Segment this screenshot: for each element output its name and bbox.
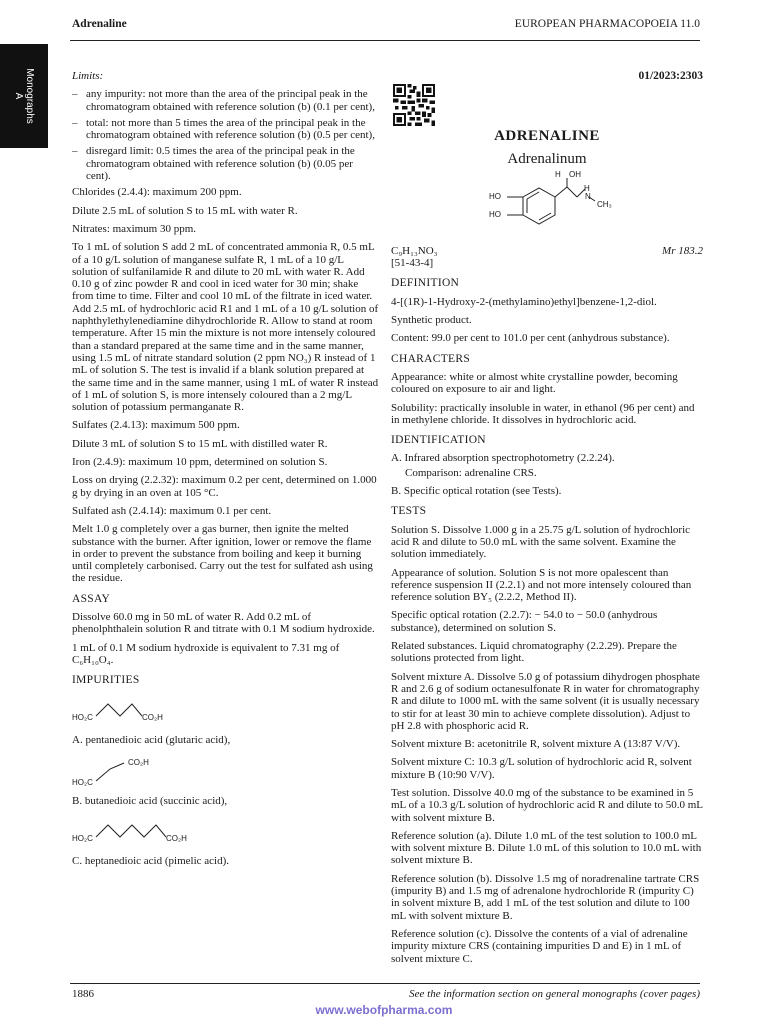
structure-label: CO₂H bbox=[142, 713, 163, 723]
cas-number: [51-43-4] bbox=[391, 257, 434, 270]
monographs-side-tab bbox=[0, 44, 48, 148]
running-header-title: Adrenaline bbox=[72, 18, 127, 30]
solvent-mixture-a: Solvent mixture A. Dissolve 5.0 g of potassium dihydrogen phosphate R and 2.6 g of sodium octanesulfonate R in water for chromatography R and dilute to 1000 mL with the same solvent (it is usually necessary to stir for at least 30 min to achieve complete dissolution). Adjust to pH 2.8 with phosphoric acid R. bbox=[391, 670, 700, 732]
latin-name: Adrenalinum bbox=[507, 150, 587, 167]
right-column bbox=[391, 70, 703, 971]
watermark-link[interactable]: www.webofpharma.com bbox=[315, 1003, 453, 1017]
nitrates-test: Nitrates: maximum 30 ppm. bbox=[72, 222, 197, 235]
chain-bonds bbox=[94, 759, 130, 785]
assay-heading: ASSAY bbox=[72, 592, 111, 605]
sulfates-procedure: Dilute 3 mL of solution S to 15 mL with distilled water R. bbox=[72, 437, 328, 450]
structure-label: HO₂C bbox=[72, 834, 93, 844]
pimelic-acid-structure bbox=[72, 813, 380, 851]
impurity-a: A. pentanedioic acid (glutaric acid), bbox=[72, 734, 231, 747]
loss-on-drying-test: Loss on drying (2.2.32): maximum 0.2 per cent, determined on 1.000 g by drying in an oven at 105 °C. bbox=[72, 474, 377, 499]
molecular-formula: C₉H₁₃NO₃ bbox=[391, 244, 438, 257]
identification-a: A. Infrared absorption spectrophotometry (2.2.24). bbox=[391, 452, 615, 465]
impurities-heading: IMPURITIES bbox=[72, 674, 140, 687]
solvent-mixture-c: Solvent mixture C: 10.3 g/L solution of hydrochloric acid R, solvent mixture B (10:90 V/V). bbox=[391, 756, 692, 781]
reference-solution-b: Reference solution (b). Dissolve 1.5 mg of noradrenaline tartrate CRS (impurity B) and 1.5 mg of adrenalone hydrochloride R (impurity C) in solvent mixture B, add 1 mL of the test solution and dilute to 100 mL with solvent mixture B. bbox=[391, 872, 700, 922]
test-appearance-of-solution: Appearance of solution. Solution S is not more opalescent than reference suspension II (2.2.1) and not more intensely coloured than reference solution BY₅ (2.2.2, Method II). bbox=[391, 566, 692, 604]
identification-heading: IDENTIFICATION bbox=[391, 434, 486, 447]
chain-bonds bbox=[94, 696, 144, 720]
footer-note: See the information section on general monographs (cover pages) bbox=[409, 988, 700, 1000]
glutaric-acid-structure bbox=[72, 692, 380, 730]
atom-label: OH bbox=[569, 169, 581, 179]
atom-label: HO bbox=[489, 191, 501, 201]
chain-bonds bbox=[94, 817, 168, 841]
running-header-publication: EUROPEAN PHARMACOPOEIA 11.0 bbox=[514, 18, 700, 30]
structure-label: HO₂C bbox=[72, 777, 93, 787]
side-tab-label: Monographs bbox=[24, 68, 35, 124]
test-optical-rotation: Specific optical rotation (2.2.7): − 54.0 to − 50.0 (anhydrous substance), determined on solution S. bbox=[391, 609, 658, 634]
header-rule bbox=[70, 40, 700, 41]
chlorides-test: Chlorides (2.4.4): maximum 200 ppm. bbox=[72, 186, 242, 199]
solvent-mixture-b: Solvent mixture B: acetonitrile R, solvent mixture A (13:87 V/V). bbox=[391, 738, 681, 751]
test-solution: Test solution. Dissolve 40.0 mg of the substance to be examined in 5 mL of a 10.3 g/L solution of hydrochloric acid R and dilute to 50.0 mL with solvent mixture B. bbox=[391, 786, 703, 824]
sulfated-ash-test: Sulfated ash (2.4.14): maximum 0.1 per cent. bbox=[72, 504, 272, 517]
succinic-acid-structure bbox=[72, 753, 380, 791]
impurity-b: B. butanedioic acid (succinic acid), bbox=[72, 794, 228, 807]
sulfated-ash-procedure: Melt 1.0 g completely over a gas burner, then ignite the melted substance with the burner. After ignition, lower or remove the flame in order to prevent the substance from boiling and keep it burning until completely carbonised. Carry out the test for sulfated ash using the residue. bbox=[72, 523, 373, 585]
limit-disregard: – disregard limit: 0.5 times the area of the principal peak in the chromatogram obtained with reference solution (b) (0.05 per cent). bbox=[72, 145, 380, 182]
side-tab-letter: A bbox=[13, 92, 24, 100]
identification-b: B. Specific optical rotation (see Tests). bbox=[391, 485, 562, 498]
page-number: 1886 bbox=[72, 988, 94, 1000]
definition-heading: DEFINITION bbox=[391, 277, 460, 290]
atom-label: CH₃ bbox=[597, 199, 612, 209]
relative-molecular-mass: Mr 183.2 bbox=[662, 244, 703, 257]
structure-label: HO₂C bbox=[72, 713, 93, 723]
left-column bbox=[72, 70, 380, 873]
characters-appearance: Appearance: white or almost white crystalline powder, becoming coloured on exposure to air and light. bbox=[391, 370, 678, 396]
definition-name: 4-[(1R)-1-Hydroxy-2-(methylamino)ethyl]benzene-1,2-diol. bbox=[391, 295, 657, 308]
atom-label: HO bbox=[489, 209, 501, 219]
monograph-title: ADRENALINE bbox=[494, 128, 600, 145]
definition-origin: Synthetic product. bbox=[391, 314, 472, 327]
atom-label: H bbox=[584, 183, 590, 193]
characters-heading: CHARACTERS bbox=[391, 352, 471, 365]
limit-total: – total: not more than 5 times the area of the principal peak in the chromatogram obtained with reference solution (b) (0.5 per cent), bbox=[72, 117, 380, 142]
identification-a-comparison: Comparison: adrenaline CRS. bbox=[405, 466, 537, 479]
tests-heading: TESTS bbox=[391, 505, 427, 518]
characters-solubility: Solubility: practically insoluble in water, in ethanol (96 per cent) and in methylene chloride. It dissolves in hydrochloric acid. bbox=[391, 401, 695, 426]
test-related-substances: Related substances. Liquid chromatography (2.2.29). Prepare the solutions protected from light. bbox=[391, 640, 677, 665]
structure-label: CO₂H bbox=[166, 834, 187, 844]
adrenaline-structure bbox=[391, 169, 703, 245]
atom-label: H bbox=[555, 169, 561, 179]
qr-code-icon[interactable] bbox=[391, 84, 437, 126]
reference-solution-a: Reference solution (a). Dilute 1.0 mL of the test solution to 100.0 mL with solvent mixture B. Dilute 1.0 mL of this solution to 10.0 mL with solvent mixture B. bbox=[391, 829, 702, 867]
limits-heading: Limits: bbox=[72, 70, 104, 82]
assay-procedure: Dissolve 60.0 mg in 50 mL of water R. Add 0.2 mL of phenolphthalein solution R and titrate with 0.1 M sodium hydroxide. bbox=[72, 610, 375, 636]
limit-any-impurity: – any impurity: not more than the area of the principal peak in the chromatogram obtained with reference solution (b) (0.1 per cent), bbox=[72, 88, 380, 113]
assay-equivalence: 1 mL of 0.1 M sodium hydroxide is equivalent to 7.31 mg of C₆H₁₀O₄. bbox=[72, 641, 340, 666]
impurity-c: C. heptanedioic acid (pimelic acid). bbox=[72, 855, 229, 868]
atom-label: N bbox=[585, 191, 591, 201]
structure-label: CO₂H bbox=[128, 757, 149, 767]
iron-test: Iron (2.4.9): maximum 10 ppm, determined on solution S. bbox=[72, 456, 328, 469]
reference-solution-c: Reference solution (c). Dissolve the contents of a vial of adrenaline impurity mixture CRS (containing impurities D and E) in 1 mL of solvent mixture C. bbox=[391, 927, 688, 965]
document-number: 01/2023:2303 bbox=[638, 70, 703, 82]
sulfates-test: Sulfates (2.4.13): maximum 500 ppm. bbox=[72, 419, 240, 432]
nitrates-procedure: To 1 mL of solution S add 2 mL of concentrated ammonia R, 0.5 mL of a 10 g/L solution of manganese sulfate R, 1 mL of a 10 g/L solution of sulfanilamide R and dilute to 20 mL with water R. Add 0.10 g of zinc powder R and cool in iced water for 30 min; shake from time to time. Filter and cool 10 mL of the filtrate in iced water. Add 2.5 mL of hydrochloric acid R1 and 1 mL of a 10 g/L solution of naphthylethylenediamine dihydrochloride R. Allow to stand at room temperature. After 15 min the mixture is not more intensely coloured than a standard prepared at the same time and in the same manner, using 1.5 mL of nitrate standard solution (2 ppm NO₃) R instead of 1 mL of solution S. The test is invalid if a blank solution prepared at the same time and in the same manner, using 1 mL of water R instead of 1 mL of solution S, is more intensely coloured than a 2 mg/L solution of potassium permanganate R. bbox=[72, 241, 379, 414]
test-solution-s: Solution S. Dissolve 1.000 g in a 25.75 g/L solution of hydrochloric acid R and dilute to 50.0 mL with the same solvent. Examine the solution immediately. bbox=[391, 523, 691, 561]
chlorides-procedure: Dilute 2.5 mL of solution S to 15 mL with water R. bbox=[72, 204, 298, 217]
footer-rule bbox=[70, 983, 700, 984]
definition-content: Content: 99.0 per cent to 101.0 per cent (anhydrous substance). bbox=[391, 332, 670, 345]
